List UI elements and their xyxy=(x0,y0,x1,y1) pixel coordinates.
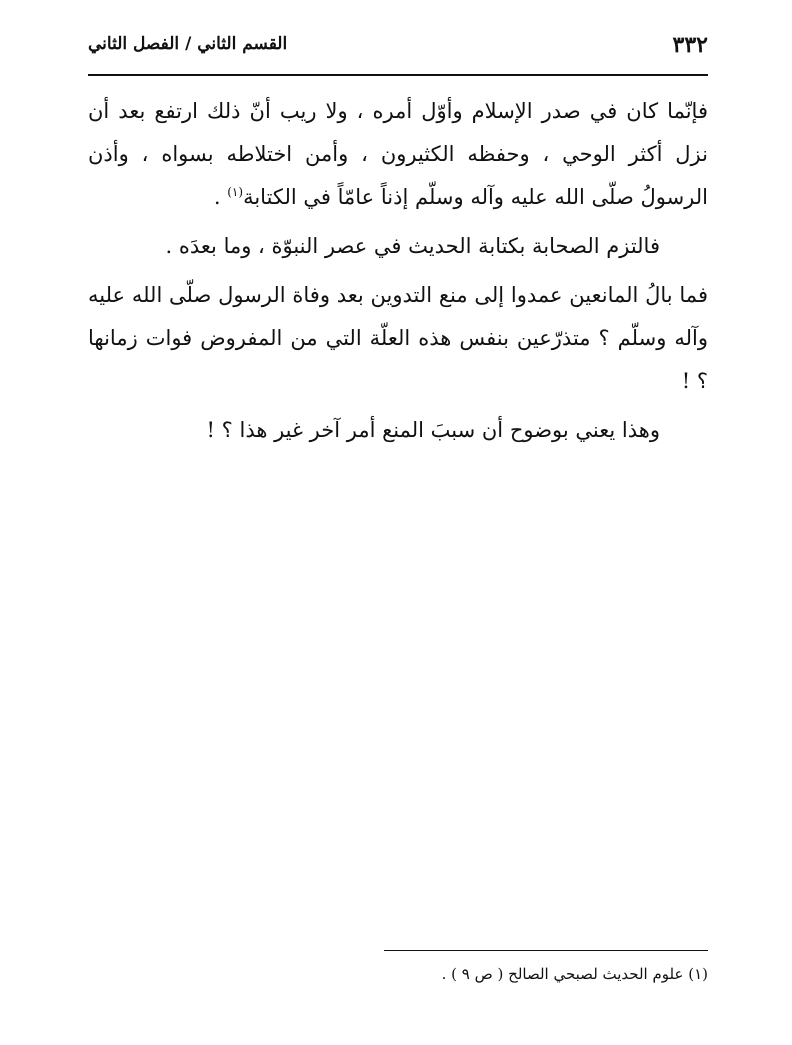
footnote-1: (١) علوم الحديث لصبحي الصالح ( ص ٩ ) . xyxy=(441,965,708,983)
page-header xyxy=(88,28,708,68)
paragraph-2: فالتزم الصحابة بكتابة الحديث في عصر النبوّة ، وما بعدَه . xyxy=(165,234,660,258)
paragraph-1-ending: . xyxy=(213,185,228,209)
paragraph-3: فما بالُ المانعين عمدوا إلى منع التدوين بعد وفاة الرسول صلّى الله عليه وآله وسلّم ؟ متذرّعين بنفس هذه العلّة التي من المفروض فوات زمانها ؟ ! xyxy=(88,283,708,393)
page-number: ٣٣٢ xyxy=(672,32,708,58)
paragraph-1-text: فإنّما كان في صدر الإسلام وأوّل أمره ، ولا ريب أنّ ذلك ارتفع بعد أن نزل أكثر الوحي ، وحفظه الكثيرون ، وأمن اختلاطه بسواه ، وأذن الرسولُ صلّى الله عليه وآله وسلّم إذناً عامّاً في الكتابة xyxy=(88,99,708,209)
footnote-separator xyxy=(384,950,708,951)
header-rule xyxy=(88,74,708,76)
paragraph-1 xyxy=(88,90,708,219)
running-title: القسم الثاني / الفصل الثاني xyxy=(88,34,288,54)
footnote-reference[interactable]: (١) xyxy=(227,185,244,199)
body-text xyxy=(88,90,708,458)
paragraph-4: وهذا يعني بوضوح أن سببَ المنع أمر آخر غير هذا ؟ ! xyxy=(206,418,660,442)
